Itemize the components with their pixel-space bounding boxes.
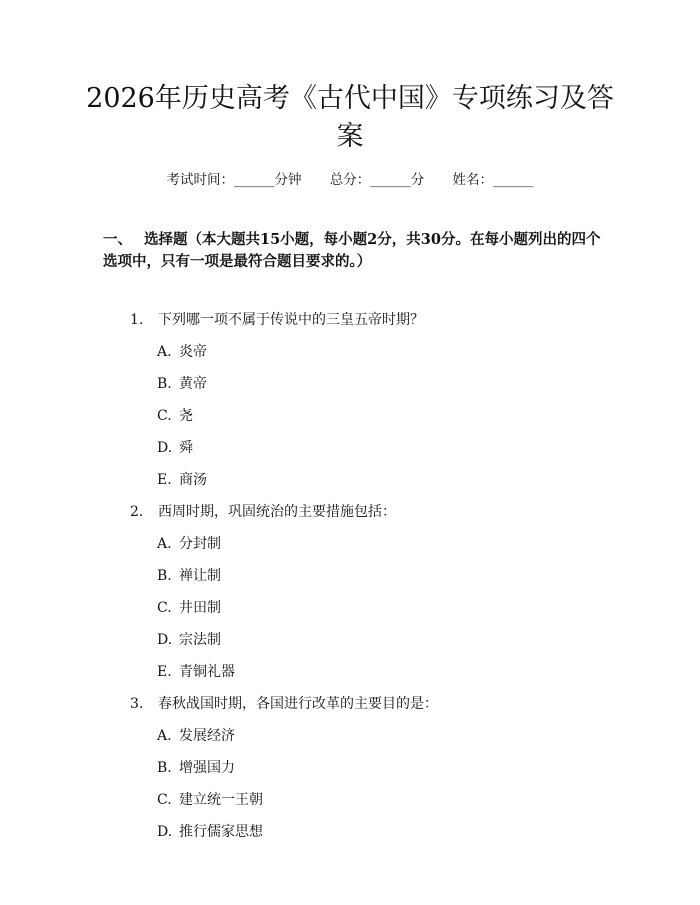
option-letter: B. (157, 568, 172, 584)
option-text: 禅让制 (179, 568, 221, 584)
option-text: 分封制 (179, 536, 221, 552)
option-text: 炎帝 (179, 344, 207, 360)
question-2-option-a (157, 533, 221, 553)
section-number: 一、 (103, 231, 132, 248)
option-letter: C. (157, 792, 172, 808)
exam-meta (0, 168, 700, 188)
exam-time: 考试时间：______分钟 (166, 172, 302, 188)
question-text: 下列哪一项不属于传说中的三皇五帝时期？ (158, 312, 424, 328)
option-letter: D. (157, 440, 173, 456)
question-1-option-a (157, 341, 207, 361)
option-letter: E. (157, 472, 172, 488)
question-2-option-c (157, 597, 221, 617)
option-text: 增强国力 (179, 760, 235, 776)
question-3 (130, 693, 438, 713)
option-text: 青铜礼器 (179, 664, 235, 680)
question-2-option-d (157, 629, 221, 649)
option-text: 建立统一王朝 (179, 792, 263, 808)
option-text: 黄帝 (179, 376, 207, 392)
option-letter: D. (157, 824, 173, 840)
question-1-option-d (157, 437, 193, 457)
option-letter: B. (157, 760, 172, 776)
option-letter: A. (157, 536, 172, 552)
question-2 (130, 501, 396, 521)
question-3-option-b (157, 757, 235, 777)
option-text: 尧 (179, 408, 193, 424)
question-1-option-c (157, 405, 193, 425)
question-1-option-b (157, 373, 207, 393)
question-number: 1. (130, 312, 144, 328)
question-3-option-a (157, 725, 235, 745)
question-text: 春秋战国时期，各国进行改革的主要目的是： (158, 696, 438, 712)
question-1 (130, 309, 424, 329)
question-text: 西周时期，巩固统治的主要措施包括： (158, 504, 396, 520)
option-letter: A. (157, 344, 172, 360)
section-heading-text: 选择题（本大题共15小题，每小题2分，共30分。在每小题列出的四个选项中，只有一项是最符合题目要求的。） (103, 231, 601, 270)
option-text: 宗法制 (179, 632, 221, 648)
question-1-option-e (157, 469, 207, 489)
option-letter: B. (157, 376, 172, 392)
section-heading (103, 229, 603, 273)
question-2-option-b (157, 565, 221, 585)
question-3-option-c (157, 789, 263, 809)
option-letter: C. (157, 600, 172, 616)
option-text: 井田制 (179, 600, 221, 616)
option-letter: A. (157, 728, 172, 744)
option-text: 推行儒家思想 (179, 824, 263, 840)
question-number: 2. (130, 504, 144, 520)
option-text: 舜 (179, 440, 193, 456)
option-text: 发展经济 (179, 728, 235, 744)
option-letter: C. (157, 408, 172, 424)
question-3-option-d (157, 821, 263, 841)
exam-total-score: 总分：______分 (329, 172, 425, 188)
exam-name-field: 姓名：______ (452, 172, 534, 188)
option-letter: D. (157, 632, 173, 648)
document-title: 2026年历史高考《古代中国》专项练习及答案 (86, 83, 614, 152)
option-letter: E. (157, 664, 172, 680)
option-text: 商汤 (179, 472, 207, 488)
question-number: 3. (130, 696, 144, 712)
question-2-option-e (157, 661, 235, 681)
